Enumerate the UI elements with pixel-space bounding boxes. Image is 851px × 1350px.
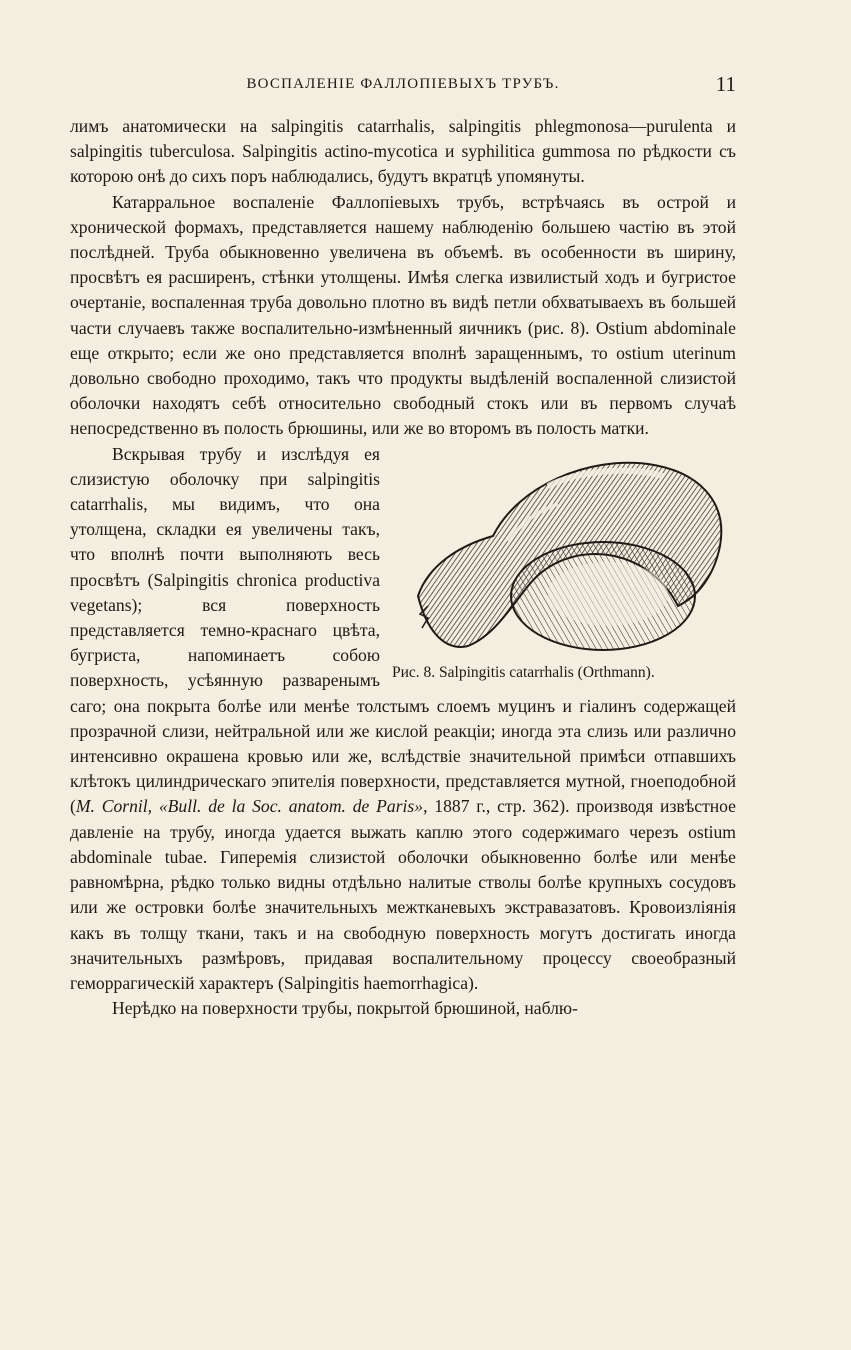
figure-8 bbox=[390, 446, 740, 684]
paragraph-3-text-start: Вскрывая трубу и изслѣдуя ея слизистую оболочку при salpingitis catarrhalis, мы видимъ, что она утолщена, складки ея увеличены такъ, что вполнѣ почти выполняють весь просвѣтъ (Salpingitis chronica productiva vegetans); вся поверхность представляется темно-краснаго цвѣта, бугриста, напоминаетъ собою поверхность, усѣянную разваренымъ саго; она покрыта болѣе или менѣе толстымъ слоемъ муцинъ и гіалинъ содержащей прозрачной слизи, нейтральной или же кислой реакціи; иногда эта слизь или различно интенсивно окрашена кровью или же, вслѣдствіе значительной примѣси отпавшихъ клѣтокъ цилиндрическаго эпителія поверхности, представляется мутной, гноеподобной ( bbox=[70, 443, 736, 817]
paragraph-3-text-end: , 1887 г., стр. 362). производя извѣстное давленіе на трубу, иногда удается выжать каплю этого содержимаго черезъ ostium abdominale tubae. Гиперемія слизистой оболочки обыкновенно болѣе или менѣе равномѣрна, рѣдко только видны отдѣльно налитые стволы болѣе крупныхъ сосудовъ или же островки болѣе значительныхъ межтканевыхъ экстравазатовъ. Кровоизліянія какъ въ толщу ткани, такъ и на свободную поверхность могутъ достигать иногда значительныхъ размѣровъ, придавая воспалительному процессу своеобразный геморрагическій характеръ (Salpingitis haemorrhagica). bbox=[70, 796, 736, 993]
citation: M. Cornil, «Bull. de la Soc. anatom. de Paris» bbox=[75, 796, 424, 817]
salpingitis-illustration bbox=[398, 446, 734, 656]
page-number: 11 bbox=[715, 72, 736, 96]
page-header bbox=[70, 72, 736, 100]
body-text bbox=[70, 114, 736, 1021]
paragraph-2: Катарральное воспаленіе Фаллопіевыхъ трубъ, встрѣчаясь въ острой и хронической формахъ, представляется нашему наблюденію большею частію въ этой послѣдней. Труба обыкновенно увеличена въ объемѣ. въ особенности въ ширину, просвѣтъ ея расширенъ, стѣнки утолщены. Имѣя слегка извилистый ходъ и бугристое очертаніе, воспаленная труба довольно плотно въ видѣ петли обхватываехъ въ большей части случаевъ также воспалительно-измѣненный яичникъ (рис. 8). Ostium abdominale еще открыто; если же оно представляется вполнѣ заращеннымъ, то ostium uterinum довольно свободно проходимо, такъ что продукты выдѣленій воспаленной слизистой оболочки находятъ себѣ относительно свободный стокъ или въ первомъ случаѣ непосредственно въ полость брюшины, или же во второмъ въ полость матки. bbox=[70, 191, 736, 439]
figure-caption: Рис. 8. Salpingitis catarrhalis (Orthmann). bbox=[392, 663, 655, 681]
running-title: ВОСПАЛЕНІЕ ФАЛЛОПІЕВЫХЪ ТРУБЪ. bbox=[246, 76, 560, 92]
paragraph-1: лимъ анатомически на salpingitis catarrhalis, salpingitis phlegmonosa—purulenta и salpingitis tuberculosa. Salpingitis actino-mycotica и syphilitica gummosa по рѣдкости съ которою онѣ до сихъ поръ наблюдались, будутъ вкратцѣ упомянуты. bbox=[70, 116, 736, 187]
paragraph-4: Нерѣдко на поверхности трубы, покрытой брюшиной, наблю- bbox=[112, 998, 578, 1019]
